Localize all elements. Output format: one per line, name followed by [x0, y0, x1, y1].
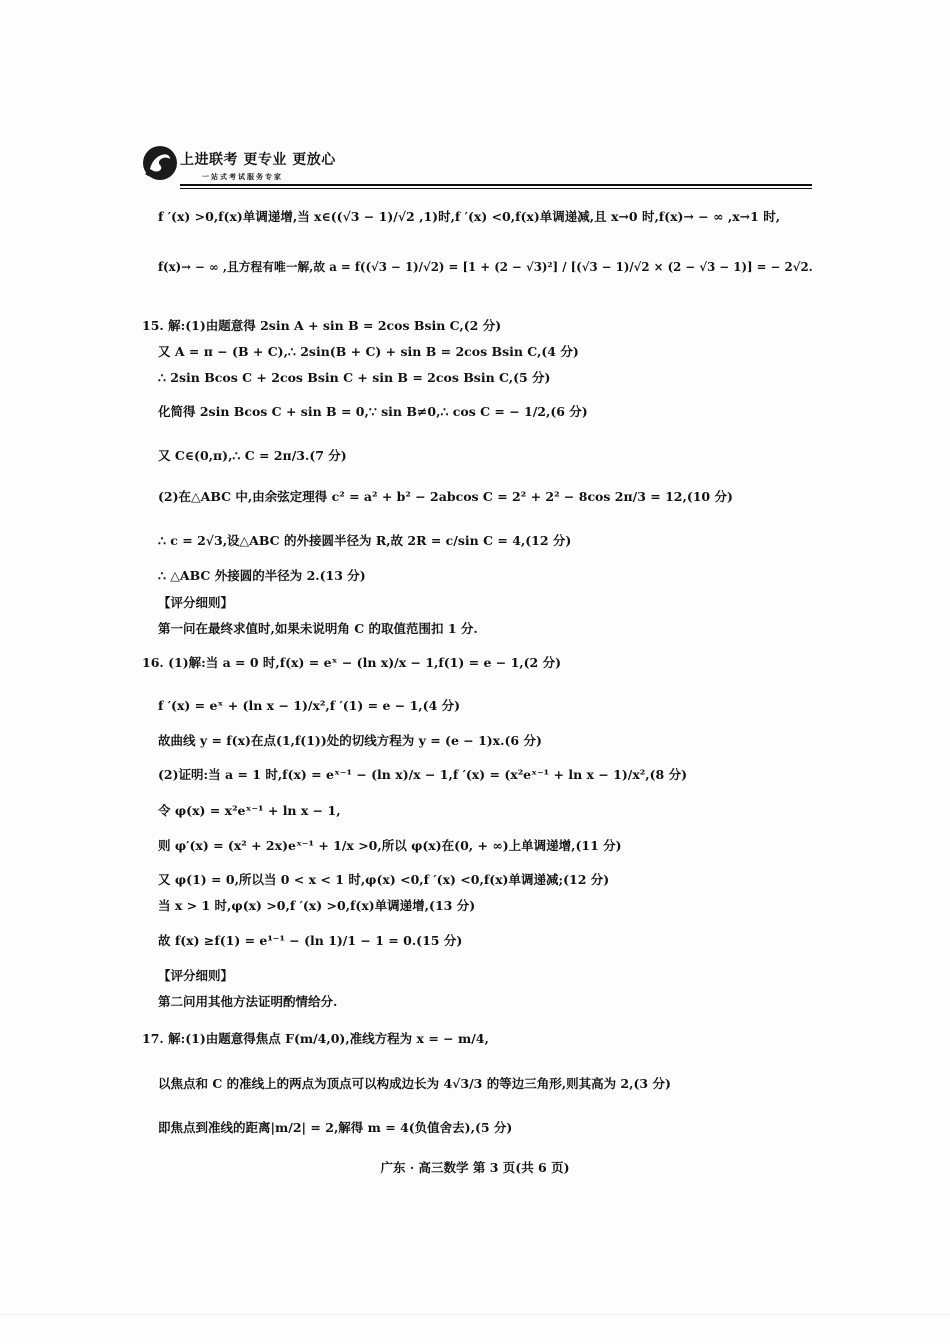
text-line: 化简得 2sin Bcos C + sin B = 0,∵ sin B≠0,∴ cos C = − 1/2,(6 分)	[158, 404, 588, 419]
brand-tagline: 一站式考试服务专家	[202, 173, 283, 181]
text-line: 故 f(x) ≥f(1) = e¹⁻¹ − (ln 1)/1 − 1 = 0.(15 分)	[158, 933, 463, 948]
text-line: 则 φ′(x) = (x² + 2x)eˣ⁻¹ + 1/x >0,所以 φ(x)在(0, + ∞)上单调递增,(11 分)	[158, 838, 622, 853]
text-line: 第一问在最终求值时,如果未说明角 C 的取值范围扣 1 分.	[158, 621, 478, 636]
text-line: 即焦点到准线的距离|m/2| = 2,解得 m = 4(负值舍去),(5 分)	[158, 1120, 513, 1135]
text-line: ∴ 2sin Bcos C + 2cos Bsin C + sin B = 2cos Bsin C,(5 分)	[158, 370, 551, 385]
problem-17-heading: 17. 解:(1)由题意得焦点 F(m/4,0),准线方程为 x = − m/4,	[142, 1031, 489, 1046]
text-line: 又 A = π − (B + C),∴ 2sin(B + C) + sin B = 2cos Bsin C,(4 分)	[158, 344, 579, 359]
text-line: 当 x > 1 时,φ(x) >0,f ′(x) >0,f(x)单调递增,(13 分)	[158, 898, 476, 913]
header-rule-thin	[180, 188, 812, 189]
text-line: f(x)→ − ∞ ,且方程有唯一解,故 a = f((√3 − 1)/√2) = [1 + (2 − √3)²] / [(√3 − 1)/√2 × (2 − √3 − 1)] = − 2√2.	[158, 260, 813, 274]
header-rule	[180, 184, 812, 186]
grading-notes-heading: 【评分细则】	[158, 968, 234, 983]
brand-slogan: 上进联考 更专业 更放心	[180, 152, 336, 168]
problem-16-heading: 16. (1)解:当 a = 0 时,f(x) = eˣ − (ln x)/x − 1,f(1) = e − 1,(2 分)	[142, 655, 562, 670]
text-line: 又 C∈(0,π),∴ C = 2π/3.(7 分)	[158, 448, 347, 463]
page-header	[140, 143, 812, 191]
text-line: 故曲线 y = f(x)在点(1,f(1))处的切线方程为 y = (e − 1)x.(6 分)	[158, 733, 542, 748]
page-footer: 广东 · 高三数学 第 3 页(共 6 页)	[380, 1160, 570, 1175]
brand-logo-icon	[140, 143, 180, 183]
text-line: ∴ △ABC 外接圆的半径为 2.(13 分)	[158, 568, 366, 583]
text-line: 以焦点和 C 的准线上的两点为顶点可以构成边长为 4√3/3 的等边三角形,则其高为 2,(3 分)	[158, 1076, 671, 1091]
text-line: (2)在△ABC 中,由余弦定理得 c² = a² + b² − 2abcos C = 2² + 2² − 8cos 2π/3 = 12,(10 分)	[158, 489, 733, 504]
text-line: 又 φ(1) = 0,所以当 0 < x < 1 时,φ(x) <0,f ′(x) <0,f(x)单调递减;(12 分)	[158, 872, 610, 887]
scan-edge-divider	[0, 1314, 950, 1315]
text-line: f ′(x) >0,f(x)单调递增,当 x∈((√3 − 1)/√2 ,1)时,f ′(x) <0,f(x)单调递减,且 x→0 时,f(x)→ − ∞ ,x→1 时,	[158, 209, 781, 224]
text-line: 第二问用其他方法证明酌情给分.	[158, 994, 338, 1009]
text-line: (2)证明:当 a = 1 时,f(x) = eˣ⁻¹ − (ln x)/x − 1,f ′(x) = (x²eˣ⁻¹ + ln x − 1)/x²,(8 分)	[158, 767, 687, 782]
problem-15-heading: 15. 解:(1)由题意得 2sin A + sin B = 2cos Bsin C,(2 分)	[142, 318, 502, 333]
text-line: f ′(x) = eˣ + (ln x − 1)/x²,f ′(1) = e − 1,(4 分)	[158, 698, 461, 713]
text-line: ∴ c = 2√3,设△ABC 的外接圆半径为 R,故 2R = c/sin C = 4,(12 分)	[158, 533, 572, 548]
text-line: 令 φ(x) = x²eˣ⁻¹ + ln x − 1,	[158, 803, 341, 818]
grading-notes-heading: 【评分细则】	[158, 595, 234, 610]
